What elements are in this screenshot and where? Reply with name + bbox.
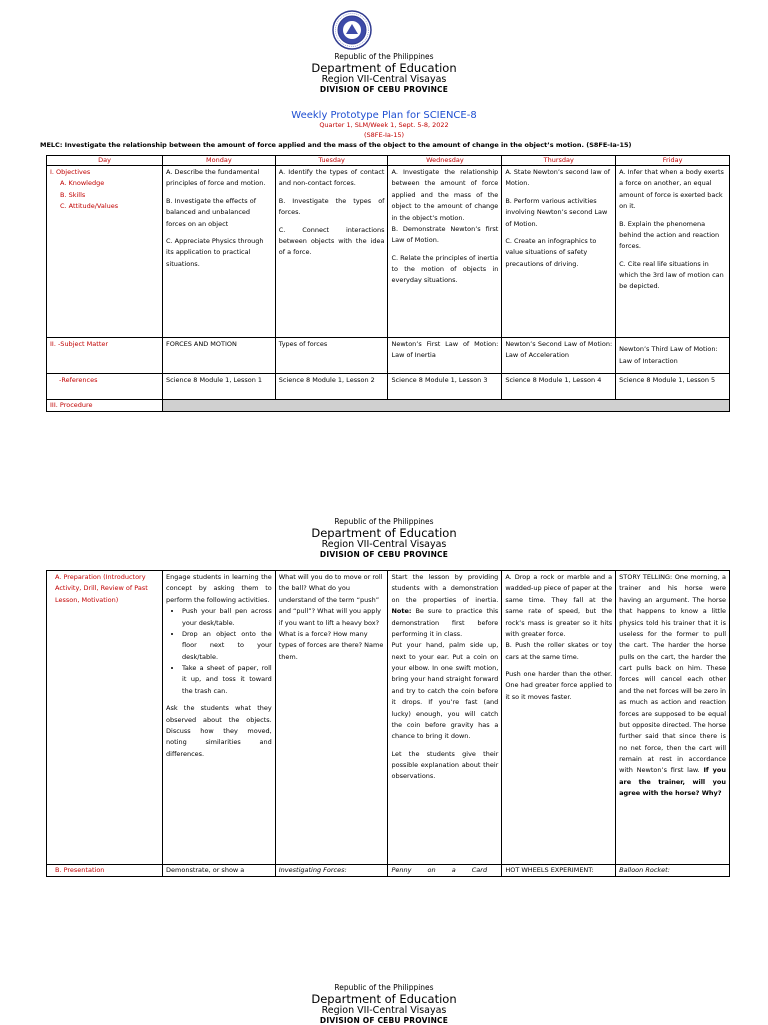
obj-tue-b: B. Investigate the types of forces. [278,196,385,217]
letterhead [0,53,768,94]
preparation-row [47,571,730,865]
prep-mon-outro: Ask the students what they observed about the objects. Discuss how they moved, noting similarities and differences. [166,704,272,758]
prep-wed-b: Be sure to practice this demonstration first before performing it in class. [391,607,499,638]
col-thursday: Thursday [502,156,616,166]
objectives-wednesday [388,166,502,338]
prep-wed-c: Put your hand, palm side up, next to your ear. Put a coin on your elbow. In one swift motion, bring your hand straight forward and try to catch the coin before it drops. If you’re fast (and lucky) enough, you will catch the coin before gravity has a chance to bring it down. [391,641,499,741]
objectives-tuesday [275,166,388,338]
presentation-monday: Demonstrate, or show a [163,865,276,877]
plan-quarter: Quarter 1, SLM/Week 1, Sept. 5-8, 2022 [319,121,449,129]
presentation-row [47,865,730,877]
plan-title: Weekly Prototype Plan for SCIENCE-8 [291,110,477,121]
obj-wed-a: A. Investigate the relationship between the amount of force applied and the mass of the object to the amount of change in the object’s motion. [391,168,499,222]
plan-table-1 [46,155,730,412]
presentation-tuesday: Investigating Forces: [275,865,388,877]
objectives-label: I. Objectives [50,168,91,177]
plan-code: (S8FE-Ia-15) [363,130,405,139]
subject-thursday: Newton’s Second Law of Motion: Law of Acceleration [502,338,616,374]
col-tuesday: Tuesday [275,156,388,166]
subject-wednesday: Newton’s First Law of Motion: Law of Inertia [388,338,502,374]
objective-attitude: C. Attitude/Values [60,202,119,211]
prep-thu-a: A. Drop a rock or marble and a wadded-up piece of paper at the same time. They fall at the same rate of speed, but the rock’s mass is greater so it hits with greater force. [505,573,613,638]
page-2 [0,508,768,948]
obj-mon-a: A. Describe the fundamental principles of force and motion. [166,168,266,188]
col-wednesday: Wednesday [388,156,502,166]
republic-line: Republic of the Philippines [334,52,434,61]
melc-statement: MELC: Investigate the relationship between the amount of force applied and the mass of the object to the amount of change in the object’s motion. (S8FE-Ia-15) [40,140,632,149]
preparation-monday [163,571,276,865]
department-line: Department of Education [311,991,457,1006]
procedure-label: III. Procedure [47,400,163,411]
references-label: -References [47,374,163,400]
region-line: Region VII-Central Visayas [321,73,447,85]
objective-knowledge: A. Knowledge [60,179,105,188]
obj-wed-c: C. Relate the principles of inertia to the motion of objects in everyday situations. [391,253,499,285]
col-monday: Monday [163,156,276,166]
prep-fri-story: STORY TELLING: One morning, a trainer and his horse were having an argument. The horse that happens to know a little physics told his trainer that it is useless for the former to pull the cart. The harder the horse pulls on the cart, the harder the cart pulls back on him. These forces will cancel each other and the net forces will be zero in as much as action and reaction forces are supposed to be equal but opposite directed. The horse further said that since there is no net force, then the cart will remain at rest in accordance with Newton’s first law. [619,573,726,775]
division-line: DIVISION OF CEBU PROVINCE [319,84,449,94]
prep-wed-d: Let the students give their possible explanation about their observations. [391,749,499,781]
plan-table-2 [46,570,730,877]
prep-wed-a: Start the lesson by providing students with a demonstration on the properties of inertia. [391,573,499,604]
division-line: DIVISION OF CEBU PROVINCE [319,1015,449,1025]
region-line: Region VII-Central Visayas [321,538,447,550]
preparation-tuesday: What will you do to move or roll the ball? What do you understand of the term “push” and “pull”? What will you apply if you want to lift a heavy box? What is a force? How many types of forces are there? Name them. [275,571,388,865]
obj-mon-b: B. Investigate the effects of balanced and unbalanced forces on an object [166,196,257,228]
division-line: DIVISION OF CEBU PROVINCE [319,549,449,559]
region-line: Region VII-Central Visayas [321,1004,447,1016]
objectives-label-cell [47,166,163,338]
preparation-wednesday [388,571,502,865]
subject-label: II. -Subject Matter [47,338,163,374]
letterhead [0,518,768,559]
preparation-thursday [502,571,616,865]
obj-tue-a: A. Identify the types of contact and non-contact forces. [278,168,385,188]
preparation-friday [616,571,730,865]
deped-seal-icon [332,10,372,50]
obj-thu-c: C. Create an infographics to value situations of safety precautions of driving. [505,236,597,268]
page-3 [0,978,768,1024]
obj-thu-a: A. State Newton’s second law of Motion. [505,168,611,188]
prep-wed-note-label: Note: [391,607,412,616]
letterhead [0,984,768,1025]
table-header-row [47,156,730,166]
department-line: Department of Education [311,525,457,540]
objective-skills: B. Skills [60,190,86,199]
references-wednesday: Science 8 Module 1, Lesson 3 [388,374,502,400]
presentation-thursday: HOT WHEELS EXPERIMENT: [502,865,616,877]
objectives-row [47,166,730,338]
presentation-wednesday: Penny on a Card [388,865,502,877]
subject-monday: FORCES AND MOTION [163,338,276,374]
obj-fri-b: B. Explain the phenomena behind the action and reaction forces. [619,219,720,251]
subject-friday: Newton’s Third Law of Motion: Law of Interaction [616,338,730,374]
subject-tuesday: Types of forces [275,338,388,374]
republic-line: Republic of the Philippines [334,517,434,526]
col-day: Day [47,156,163,166]
procedure-shaded-cell [163,400,730,411]
references-friday: Science 8 Module 1, Lesson 5 [616,374,730,400]
obj-tue-c: C. Connect interactions between objects with the idea of a force. [278,225,385,257]
obj-wed-b: B. Demonstrate Newton’s first Law of Motion. [391,224,499,245]
prep-thu-c: Push one harder than the other. One had greater force applied to it so it moves faster. [505,670,613,701]
objectives-monday [163,166,276,338]
obj-thu-b: B. Perform various activities involving Newton’s second Law of Motion. [505,196,608,228]
obj-mon-c: C. Appreciate Physics through its application to practical situations. [166,236,264,268]
subject-row [47,338,730,374]
procedure-row [47,400,730,411]
preparation-label: A. Preparation (Introductory Activity, Drill, Review of Past Lesson, Motivation) [47,571,163,865]
list-item: • Drop an object onto the floor next to your desk/table. [182,629,272,663]
references-monday: Science 8 Module 1, Lesson 1 [163,374,276,400]
prep-mon-intro: Engage students in learning the concept by asking them to perform the following activities. [166,573,272,604]
prep-mon-list [166,606,272,697]
page-1 [0,0,768,470]
references-thursday: Science 8 Module 1, Lesson 4 [502,374,616,400]
obj-fri-a: A. Infer that when a body exerts a force on another, an equal amount of force is exerted back on it. [619,168,724,211]
references-row [47,374,730,400]
presentation-friday: Balloon Rocket: [616,865,730,877]
objectives-thursday [502,166,616,338]
prep-wed-intro [391,572,498,640]
republic-line: Republic of the Philippines [334,983,434,992]
objectives-friday [616,166,730,338]
col-friday: Friday [616,156,730,166]
references-tuesday: Science 8 Module 1, Lesson 2 [275,374,388,400]
list-item: • Push your ball pen across your desk/table. [182,606,272,629]
prep-thu-b: B. Push the roller skates or toy cars at the same time. [505,641,613,661]
list-item: • Take a sheet of paper, roll it up, and toss it toward the trash can. [182,663,272,697]
prep-fri-question: If you are the trainer, will you agree with the horse? Why? [619,766,726,798]
presentation-label: B. Presentation [47,865,163,877]
department-line: Department of Education [311,60,457,75]
obj-fri-c: C. Cite real life situations in which the 3rd law of motion can be depicted. [619,259,724,291]
